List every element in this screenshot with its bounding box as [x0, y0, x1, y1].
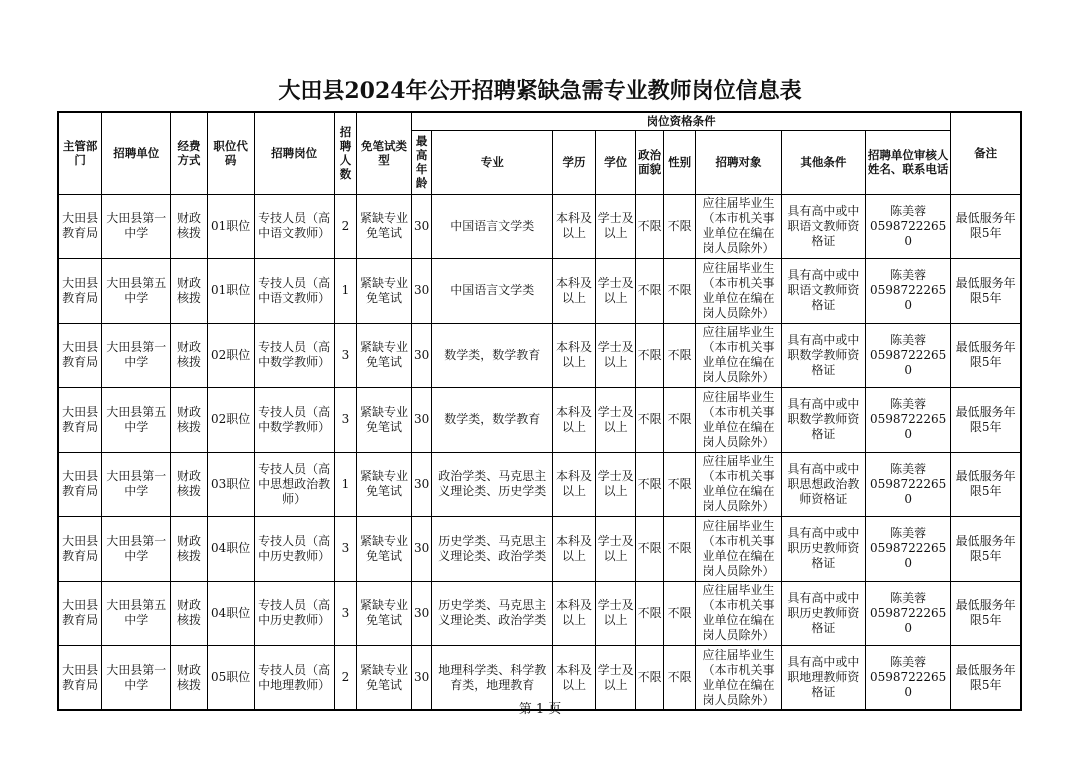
page-number: 第 1 页 — [518, 702, 562, 717]
contact-name: 陈美蓉 — [890, 526, 927, 541]
header-post: 招聘岗位 — [254, 112, 334, 194]
cell-count: 1 — [334, 259, 356, 324]
header-code: 职位代码 — [207, 112, 254, 194]
cell-contact — [865, 581, 950, 646]
cell-contact — [865, 452, 950, 517]
header-funding: 经费方式 — [171, 112, 208, 194]
cell-post: 专技人员（高中历史教师） — [254, 517, 334, 582]
cell-political: 不限 — [636, 194, 663, 259]
header-contact: 招聘单位审核人姓名、联系电话 — [865, 130, 950, 194]
cell-dept: 大田县教育局 — [58, 517, 102, 582]
cell-count: 2 — [334, 646, 356, 711]
cell-age: 30 — [411, 323, 431, 388]
contact-name: 陈美蓉 — [890, 655, 927, 669]
header-edu: 学历 — [553, 130, 596, 194]
cell-code: 02职位 — [207, 323, 254, 388]
page-title: 大田县2024年公开招聘紧缺急需专业教师岗位信息表 — [278, 78, 802, 104]
contact-name: 陈美蓉 — [890, 461, 927, 476]
cell-count: 3 — [334, 581, 356, 646]
contact-name: 陈美蓉 — [890, 397, 927, 412]
cell-post: 专技人员（高中历史教师） — [254, 581, 334, 646]
table-row — [58, 517, 1021, 582]
cell-contact — [865, 388, 950, 453]
table-row — [58, 452, 1021, 517]
cell-gender: 不限 — [663, 194, 696, 259]
cell-other: 具有高中或中职语文教师资格证 — [781, 194, 865, 259]
table-row — [58, 581, 1021, 646]
cell-degree: 学士及以上 — [595, 259, 636, 324]
header-count: 招聘人数 — [334, 112, 356, 194]
cell-other: 具有高中或中职历史教师资格证 — [781, 517, 865, 582]
cell-count: 3 — [334, 323, 356, 388]
cell-target: 应往届毕业生（本市机关事业单位在编在岗人员除外） — [696, 388, 781, 453]
cell-target: 应往届毕业生（本市机关事业单位在编在岗人员除外） — [696, 194, 781, 259]
cell-gender: 不限 — [663, 517, 696, 582]
cell-age: 30 — [411, 194, 431, 259]
cell-unit: 大田县第一中学 — [102, 646, 171, 711]
cell-political: 不限 — [636, 259, 663, 324]
cell-other: 具有高中或中职思想政治教师资格证 — [781, 452, 865, 517]
cell-major: 历史学类、马克思主义理论类、政治学类 — [432, 517, 553, 582]
contact-phone: 05987222650 — [869, 476, 947, 506]
cell-political: 不限 — [636, 452, 663, 517]
cell-edu: 本科及以上 — [553, 517, 596, 582]
contact-name: 陈美蓉 — [890, 268, 927, 283]
header-target: 招聘对象 — [696, 130, 781, 194]
header-political: 政治面貌 — [636, 130, 663, 194]
cell-age: 30 — [411, 581, 431, 646]
header-other: 其他条件 — [781, 130, 865, 194]
header-unit: 招聘单位 — [102, 112, 171, 194]
cell-degree: 学士及以上 — [595, 388, 636, 453]
cell-note: 最低服务年限5年 — [951, 194, 1021, 259]
cell-contact — [865, 194, 950, 259]
contact-phone: 05987222650 — [869, 670, 947, 699]
cell-gender: 不限 — [663, 259, 696, 324]
cell-unit: 大田县第五中学 — [102, 581, 171, 646]
cell-post: 专技人员（高中语文教师） — [254, 194, 334, 259]
header-exam: 免笔试类型 — [357, 112, 412, 194]
cell-political: 不限 — [636, 517, 663, 582]
contact-phone: 05987222650 — [869, 347, 947, 377]
job-info-table — [57, 111, 1022, 711]
cell-major: 数学类，数学教育 — [432, 388, 553, 453]
cell-code: 01职位 — [207, 259, 254, 324]
contact-phone: 05987222650 — [869, 541, 947, 571]
contact-phone: 05987222650 — [869, 283, 947, 313]
cell-note: 最低服务年限5年 — [951, 517, 1021, 582]
cell-major: 中国语言文学类 — [432, 259, 553, 324]
cell-exam: 紧缺专业免笔试 — [357, 323, 412, 388]
contact-name: 陈美蓉 — [890, 590, 927, 605]
cell-funding: 财政核拨 — [171, 517, 208, 582]
cell-post: 专技人员（高中思想政治教师） — [254, 452, 334, 517]
cell-count: 3 — [334, 388, 356, 453]
cell-note: 最低服务年限5年 — [951, 646, 1021, 711]
cell-gender: 不限 — [663, 388, 696, 453]
cell-edu: 本科及以上 — [553, 452, 596, 517]
cell-unit: 大田县第一中学 — [102, 517, 171, 582]
cell-major: 数学类，数学教育 — [432, 323, 553, 388]
cell-note: 最低服务年限5年 — [951, 452, 1021, 517]
cell-unit: 大田县第五中学 — [102, 259, 171, 324]
cell-degree: 学士及以上 — [595, 581, 636, 646]
cell-dept: 大田县教育局 — [58, 323, 102, 388]
cell-exam: 紧缺专业免笔试 — [357, 259, 412, 324]
cell-unit: 大田县第一中学 — [102, 323, 171, 388]
cell-unit: 大田县第一中学 — [102, 194, 171, 259]
cell-exam: 紧缺专业免笔试 — [357, 517, 412, 582]
cell-exam: 紧缺专业免笔试 — [357, 194, 412, 259]
cell-target: 应往届毕业生（本市机关事业单位在编在岗人员除外） — [696, 581, 781, 646]
contact-phone: 05987222650 — [869, 218, 947, 248]
cell-major: 政治学类、马克思主义理论类、历史学类 — [432, 452, 553, 517]
cell-gender: 不限 — [663, 646, 696, 711]
cell-edu: 本科及以上 — [553, 194, 596, 259]
header-gender: 性别 — [663, 130, 696, 194]
cell-degree: 学士及以上 — [595, 323, 636, 388]
cell-major: 中国语言文学类 — [432, 194, 553, 259]
cell-political: 不限 — [636, 323, 663, 388]
cell-gender: 不限 — [663, 323, 696, 388]
cell-contact — [865, 323, 950, 388]
cell-dept: 大田县教育局 — [58, 259, 102, 324]
cell-target: 应往届毕业生（本市机关事业单位在编在岗人员除外） — [696, 452, 781, 517]
cell-count: 3 — [334, 517, 356, 582]
cell-post: 专技人员（高中语文教师） — [254, 259, 334, 324]
cell-code: 01职位 — [207, 194, 254, 259]
cell-dept: 大田县教育局 — [58, 646, 102, 711]
cell-exam: 紧缺专业免笔试 — [357, 646, 412, 711]
cell-age: 30 — [411, 646, 431, 711]
header-qualification-group: 岗位资格条件 — [411, 112, 950, 130]
cell-contact — [865, 517, 950, 582]
cell-other: 具有高中或中职数学教师资格证 — [781, 388, 865, 453]
cell-code: 05职位 — [207, 646, 254, 711]
cell-age: 30 — [411, 259, 431, 324]
cell-age: 30 — [411, 517, 431, 582]
header-degree: 学位 — [595, 130, 636, 194]
cell-count: 1 — [334, 452, 356, 517]
cell-degree: 学士及以上 — [595, 194, 636, 259]
cell-code: 04职位 — [207, 517, 254, 582]
cell-exam: 紧缺专业免笔试 — [357, 452, 412, 517]
cell-target: 应往届毕业生（本市机关事业单位在编在岗人员除外） — [696, 323, 781, 388]
cell-edu: 本科及以上 — [553, 323, 596, 388]
cell-political: 不限 — [636, 646, 663, 711]
cell-post: 专技人员（高中数学教师） — [254, 388, 334, 453]
cell-count: 2 — [334, 194, 356, 259]
cell-major: 地理科学类、科学教育类，地理教育 — [432, 646, 553, 711]
header-age: 最高年龄 — [411, 130, 431, 194]
cell-gender: 不限 — [663, 452, 696, 517]
cell-note: 最低服务年限5年 — [951, 388, 1021, 453]
cell-other: 具有高中或中职历史教师资格证 — [781, 581, 865, 646]
table-row — [58, 194, 1021, 259]
cell-age: 30 — [411, 388, 431, 453]
table-row — [58, 259, 1021, 324]
cell-dept: 大田县教育局 — [58, 388, 102, 453]
header-note: 备注 — [951, 112, 1021, 194]
cell-funding: 财政核拨 — [171, 194, 208, 259]
cell-exam: 紧缺专业免笔试 — [357, 581, 412, 646]
cell-degree: 学士及以上 — [595, 517, 636, 582]
cell-funding: 财政核拨 — [171, 388, 208, 453]
cell-note: 最低服务年限5年 — [951, 323, 1021, 388]
cell-funding: 财政核拨 — [171, 259, 208, 324]
cell-target: 应往届毕业生（本市机关事业单位在编在岗人员除外） — [696, 517, 781, 582]
cell-code: 02职位 — [207, 388, 254, 453]
cell-dept: 大田县教育局 — [58, 452, 102, 517]
cell-code: 04职位 — [207, 581, 254, 646]
contact-phone: 05987222650 — [869, 412, 947, 442]
cell-contact — [865, 259, 950, 324]
table-row — [58, 323, 1021, 388]
cell-funding: 财政核拨 — [171, 646, 208, 711]
contact-phone: 05987222650 — [869, 605, 947, 635]
cell-funding: 财政核拨 — [171, 452, 208, 517]
cell-edu: 本科及以上 — [553, 646, 596, 711]
header-major: 专业 — [432, 130, 553, 194]
cell-note: 最低服务年限5年 — [951, 259, 1021, 324]
cell-target: 应往届毕业生（本市机关事业单位在编在岗人员除外） — [696, 259, 781, 324]
header-dept: 主管部门 — [58, 112, 102, 194]
cell-target: 应往届毕业生（本市机关事业单位在编在岗人员除外） — [696, 646, 781, 711]
cell-exam: 紧缺专业免笔试 — [357, 388, 412, 453]
contact-name: 陈美蓉 — [890, 332, 927, 347]
cell-note: 最低服务年限5年 — [951, 581, 1021, 646]
cell-unit: 大田县第一中学 — [102, 452, 171, 517]
cell-code: 03职位 — [207, 452, 254, 517]
cell-post: 专技人员（高中地理教师） — [254, 646, 334, 711]
cell-unit: 大田县第五中学 — [102, 388, 171, 453]
cell-edu: 本科及以上 — [553, 259, 596, 324]
cell-degree: 学士及以上 — [595, 646, 636, 711]
cell-degree: 学士及以上 — [595, 452, 636, 517]
cell-gender: 不限 — [663, 581, 696, 646]
cell-funding: 财政核拨 — [171, 323, 208, 388]
cell-dept: 大田县教育局 — [58, 581, 102, 646]
cell-edu: 本科及以上 — [553, 581, 596, 646]
cell-post: 专技人员（高中数学教师） — [254, 323, 334, 388]
table-row — [58, 388, 1021, 453]
cell-funding: 财政核拨 — [171, 581, 208, 646]
cell-political: 不限 — [636, 388, 663, 453]
cell-age: 30 — [411, 452, 431, 517]
cell-political: 不限 — [636, 581, 663, 646]
contact-name: 陈美蓉 — [890, 203, 927, 218]
cell-other: 具有高中或中职数学教师资格证 — [781, 323, 865, 388]
cell-major: 历史学类、马克思主义理论类、政治学类 — [432, 581, 553, 646]
cell-edu: 本科及以上 — [553, 388, 596, 453]
cell-other: 具有高中或中职语文教师资格证 — [781, 259, 865, 324]
cell-other: 具有高中或中职地理教师资格证 — [781, 646, 865, 711]
cell-dept: 大田县教育局 — [58, 194, 102, 259]
